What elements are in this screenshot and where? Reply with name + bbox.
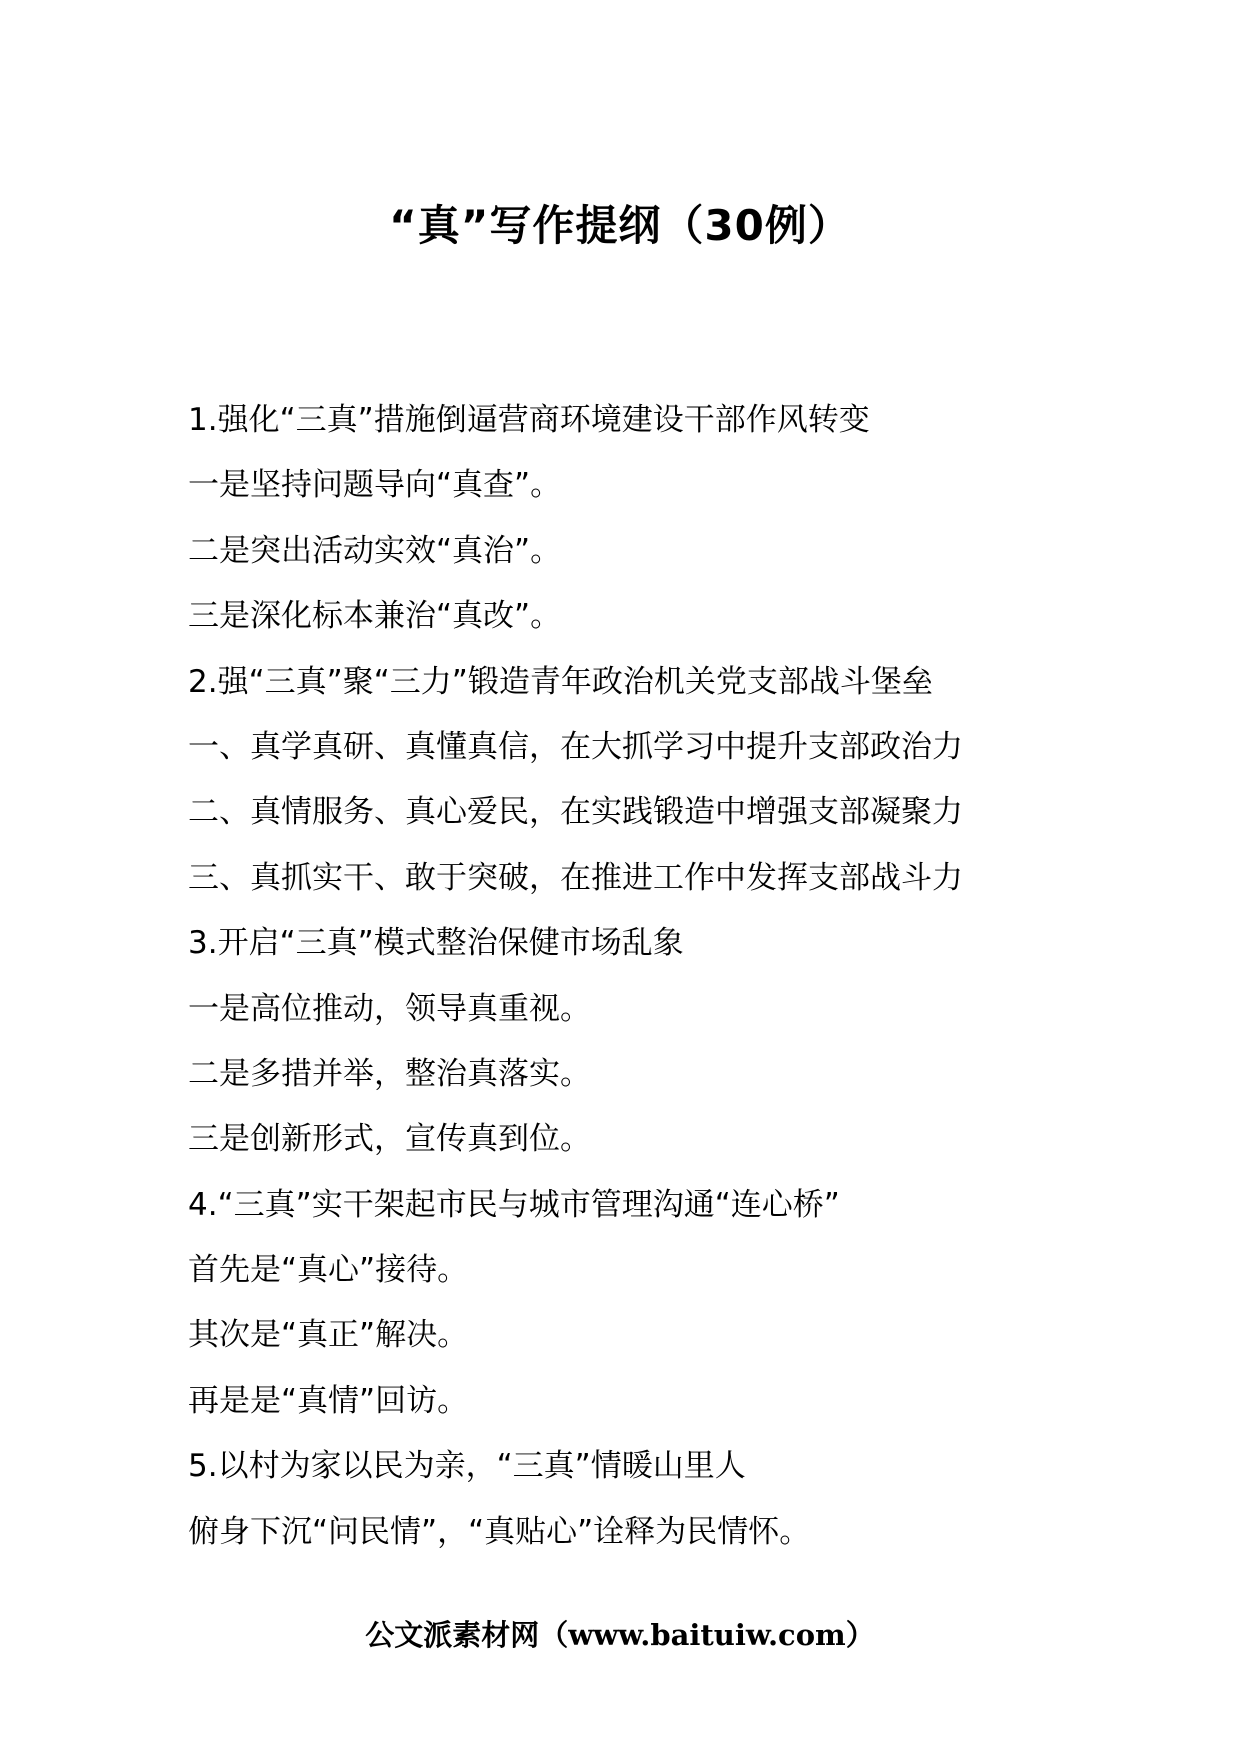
footer-source: 公文派素材网（www.baituiw.com） — [365, 1618, 875, 1652]
heading-item-3: 3.开启“三真”模式整治保健市场乱象 — [188, 925, 684, 962]
list-item: 一是坚持问题导向“真查”。 — [188, 467, 562, 504]
heading-item-4: 4.“三真”实干架起市民与城市管理沟通“连心桥” — [188, 1186, 840, 1223]
heading-item-5: 5.以村为家以民为亲，“三真”情暖山里人 — [188, 1448, 746, 1485]
list-item: 首先是“真心”接待。 — [188, 1252, 469, 1289]
list-item: 俯身下沉“问民情”，“真贴心”诠释为民情怀。 — [188, 1513, 811, 1550]
page-title: “真”写作提纲（30例） — [389, 201, 851, 250]
heading-item-1: 1.强化“三真”措施倒逼营商环境建设干部作风转变 — [188, 402, 870, 438]
list-item: 一是高位推动，领导真重视。 — [188, 990, 591, 1027]
list-item: 一、真学真研、真懂真信，在大抓学习中提升支部政治力 — [188, 728, 963, 765]
list-item: 三是创新形式，宣传真到位。 — [188, 1121, 591, 1158]
document-body — [188, 388, 1088, 1565]
list-item: 三、真抓实干、敢于突破，在推进工作中发挥支部战斗力 — [188, 859, 963, 896]
list-item: 二是突出活动实效“真治”。 — [188, 532, 562, 569]
heading-item-2: 2.强“三真”聚“三力”锻造青年政治机关党支部战斗堡垒 — [188, 663, 933, 700]
list-item: 其次是“真正”解决。 — [188, 1317, 469, 1354]
list-item: 二、真情服务、真心爱民，在实践锻造中增强支部凝聚力 — [188, 794, 963, 831]
list-item: 二是多措并举，整治真落实。 — [188, 1055, 591, 1092]
list-item: 再是是“真情”回访。 — [188, 1382, 469, 1419]
list-item: 三是深化标本兼治“真改”。 — [188, 598, 562, 635]
